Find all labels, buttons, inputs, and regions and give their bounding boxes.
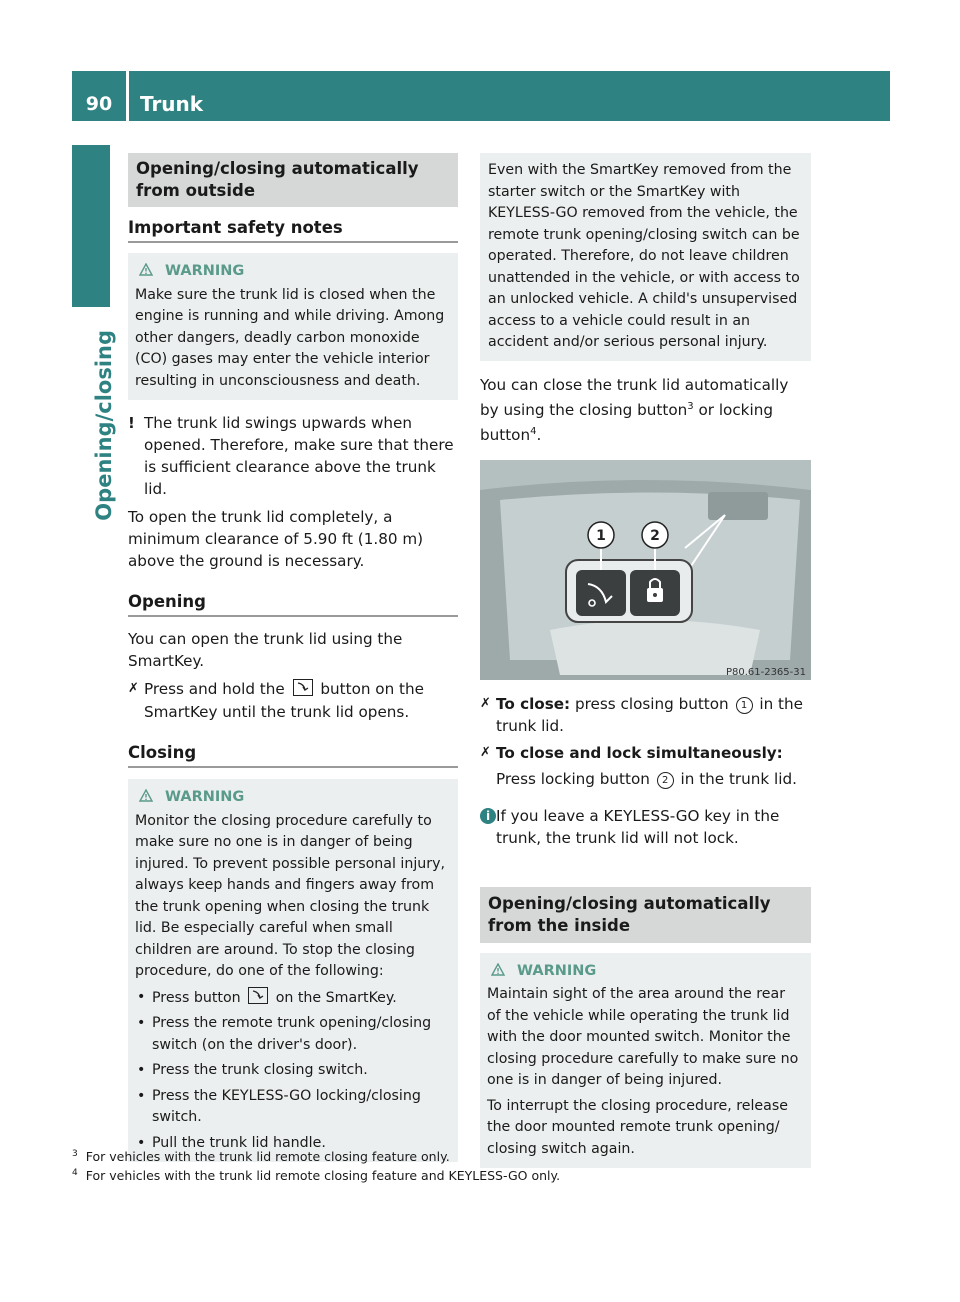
stop-option-4: • Press the KEYLESS-GO locking/closing switch. (135, 1086, 450, 1129)
footnote-text-3: For vehicles with the trunk lid remote closing feature only. (85, 1149, 450, 1165)
footnote-3 (72, 1146, 450, 1165)
section-title-outside: Opening/closing automatically from outside (128, 153, 458, 207)
close-auto-text: You can close the trunk lid automatically by using the closing button$^3$ or locking button$^4$. (480, 375, 789, 444)
footnote-text-4: For vehicles with the trunk lid remote closing feature and KEYLESS-GO only. (85, 1168, 561, 1184)
inside-warning-box (480, 953, 811, 1169)
stop-option-1 (135, 987, 450, 1010)
stop-option-1-text-b: on the SmartKey. (275, 989, 397, 1006)
callout-2-icon: 2 (657, 772, 674, 789)
warning-heading-2 (135, 787, 450, 809)
inside-warning-text-1: Maintain sight of the area around the rear of the vehicle while operating the trunk lid with the door mounted switch. Monitor the closing procedure carefully to make sure no one is in danger of being injured. (487, 986, 799, 1089)
footnote-mark-4: 4 (72, 1168, 78, 1178)
smartkey-warning-text: Even with the SmartKey removed from the starter switch or the SmartKey with KEYLESS-GO removed from the vehicle, the remote trunk opening/closing switch can be operated. Therefore, do not leave children unattended in the vehicle, or with access to an unlocked vehicle. A child's unsupervised access to a vehicle could result in an accident and/or serious personal injury. (488, 162, 800, 350)
stop-option-2: • Press the remote trunk opening/closing switch (on the driver's door). (135, 1013, 450, 1056)
photo-code: P80.61-2365-31 (725, 666, 806, 678)
to-close-instruction (480, 693, 811, 738)
sidebar-chapter (56, 330, 128, 560)
warning-triangle-icon (139, 263, 153, 276)
left-column (128, 153, 458, 1162)
notice-text: The trunk lid swings upwards when opened. Therefore, make sure that there is sufficient clearance above the trunk lid. (144, 414, 454, 498)
close-auto-text-a: You can close the trunk lid automatically by using the closing button (480, 375, 789, 419)
close-lock-instruction (480, 742, 811, 791)
warning-triangle-icon (139, 789, 153, 802)
page-title: Trunk (140, 92, 204, 116)
close-auto-text-b: or locking button (480, 400, 773, 444)
warning-text-2: Monitor the closing procedure carefully to make sure no one is in danger of being injured. To prevent possible personal injury, always keep hands and fingers away from the trunk opening when closing the trunk lid. Be especially careful when small children are around. To stop the closing procedure, do one of the following: (135, 812, 446, 979)
info-icon: i (480, 808, 496, 824)
opening-heading: Opening (128, 592, 458, 617)
step-arrow-icon: ✗ (128, 681, 139, 696)
open-instruction-text-a: Press and hold the (144, 680, 285, 698)
trunk-buttons-illustration (480, 460, 811, 680)
page-number: 90 (85, 93, 113, 115)
opening-text: You can open the trunk lid using the SmartKey. (128, 630, 403, 670)
step-arrow-icon: ✗ (480, 744, 491, 760)
close-lock-text-a: Press locking button (496, 770, 650, 789)
close-lock-label: To close and lock simultaneously: (496, 743, 783, 762)
stop-option-5: • Pull the trunk lid handle. (135, 1133, 450, 1155)
to-close-text-a: press closing button (574, 694, 729, 713)
open-instruction-text-b: button on the SmartKey until the trunk lid opens. (144, 680, 424, 721)
to-close-text-b: in the trunk lid. (496, 694, 803, 736)
inside-warning-text-2: To interrupt the closing procedure, release the door mounted remote trunk opening/ closing switch again. (487, 1097, 788, 1157)
right-column (480, 153, 811, 1168)
trunk-key-icon (293, 679, 313, 696)
smartkey-warning-box (480, 153, 811, 361)
warning-box-2 (128, 779, 458, 1162)
sidebar-chapter-label: Opening/closing (92, 330, 116, 521)
info-note (480, 805, 811, 849)
to-close-label: To close: (496, 694, 571, 713)
warning-text-1: Make sure the trunk lid is closed when the engine is running and while driving. Among other dangers, deadly carbon monoxide (CO) gases may enter the vehicle interior resulting in unconsciousness and death. (135, 286, 445, 389)
info-text: If you leave a KEYLESS-GO key in the trunk, the trunk lid will not lock. (496, 806, 780, 847)
callout-1-icon: 1 (736, 697, 753, 714)
footnote-ref-3[interactable]: 3 (687, 400, 694, 412)
footnote-mark-3: 3 (72, 1149, 78, 1159)
close-lock-text-b: in the trunk lid. (680, 770, 797, 789)
callout-2: 2 (650, 527, 660, 544)
warning-heading (135, 261, 450, 283)
closing-heading: Closing (128, 743, 458, 768)
sidebar-marker (72, 145, 110, 307)
warning-label-2: WARNING (165, 789, 245, 805)
stop-option-1-text-a: Press button (152, 989, 241, 1006)
warning-triangle-icon (491, 963, 505, 976)
callout-1: 1 (596, 527, 606, 544)
warning-label: WARNING (165, 263, 245, 279)
notice-exclamation-icon: ! (128, 414, 135, 432)
open-instruction (128, 678, 458, 723)
header-divider (126, 71, 129, 121)
trunk-buttons-photo (480, 460, 811, 680)
step-arrow-icon: ✗ (480, 695, 491, 711)
trunk-key-icon (248, 987, 268, 1004)
footnote-ref-4[interactable]: 4 (530, 425, 537, 437)
inside-warning-label: WARNING (517, 962, 597, 979)
footnote-4 (72, 1165, 560, 1184)
notice-block (128, 412, 458, 500)
clearance-text: To open the trunk lid completely, a minimum clearance of 5.90 ft (1.80 m) above the ground is necessary. (128, 508, 424, 570)
inside-warning-heading (487, 961, 803, 983)
stop-option-3: • Press the trunk closing switch. (135, 1060, 450, 1082)
warning-box-1 (128, 253, 458, 400)
safety-notes-heading: Important safety notes (128, 218, 458, 243)
section-title-inside: Opening/closing automatically from the inside (480, 887, 811, 943)
